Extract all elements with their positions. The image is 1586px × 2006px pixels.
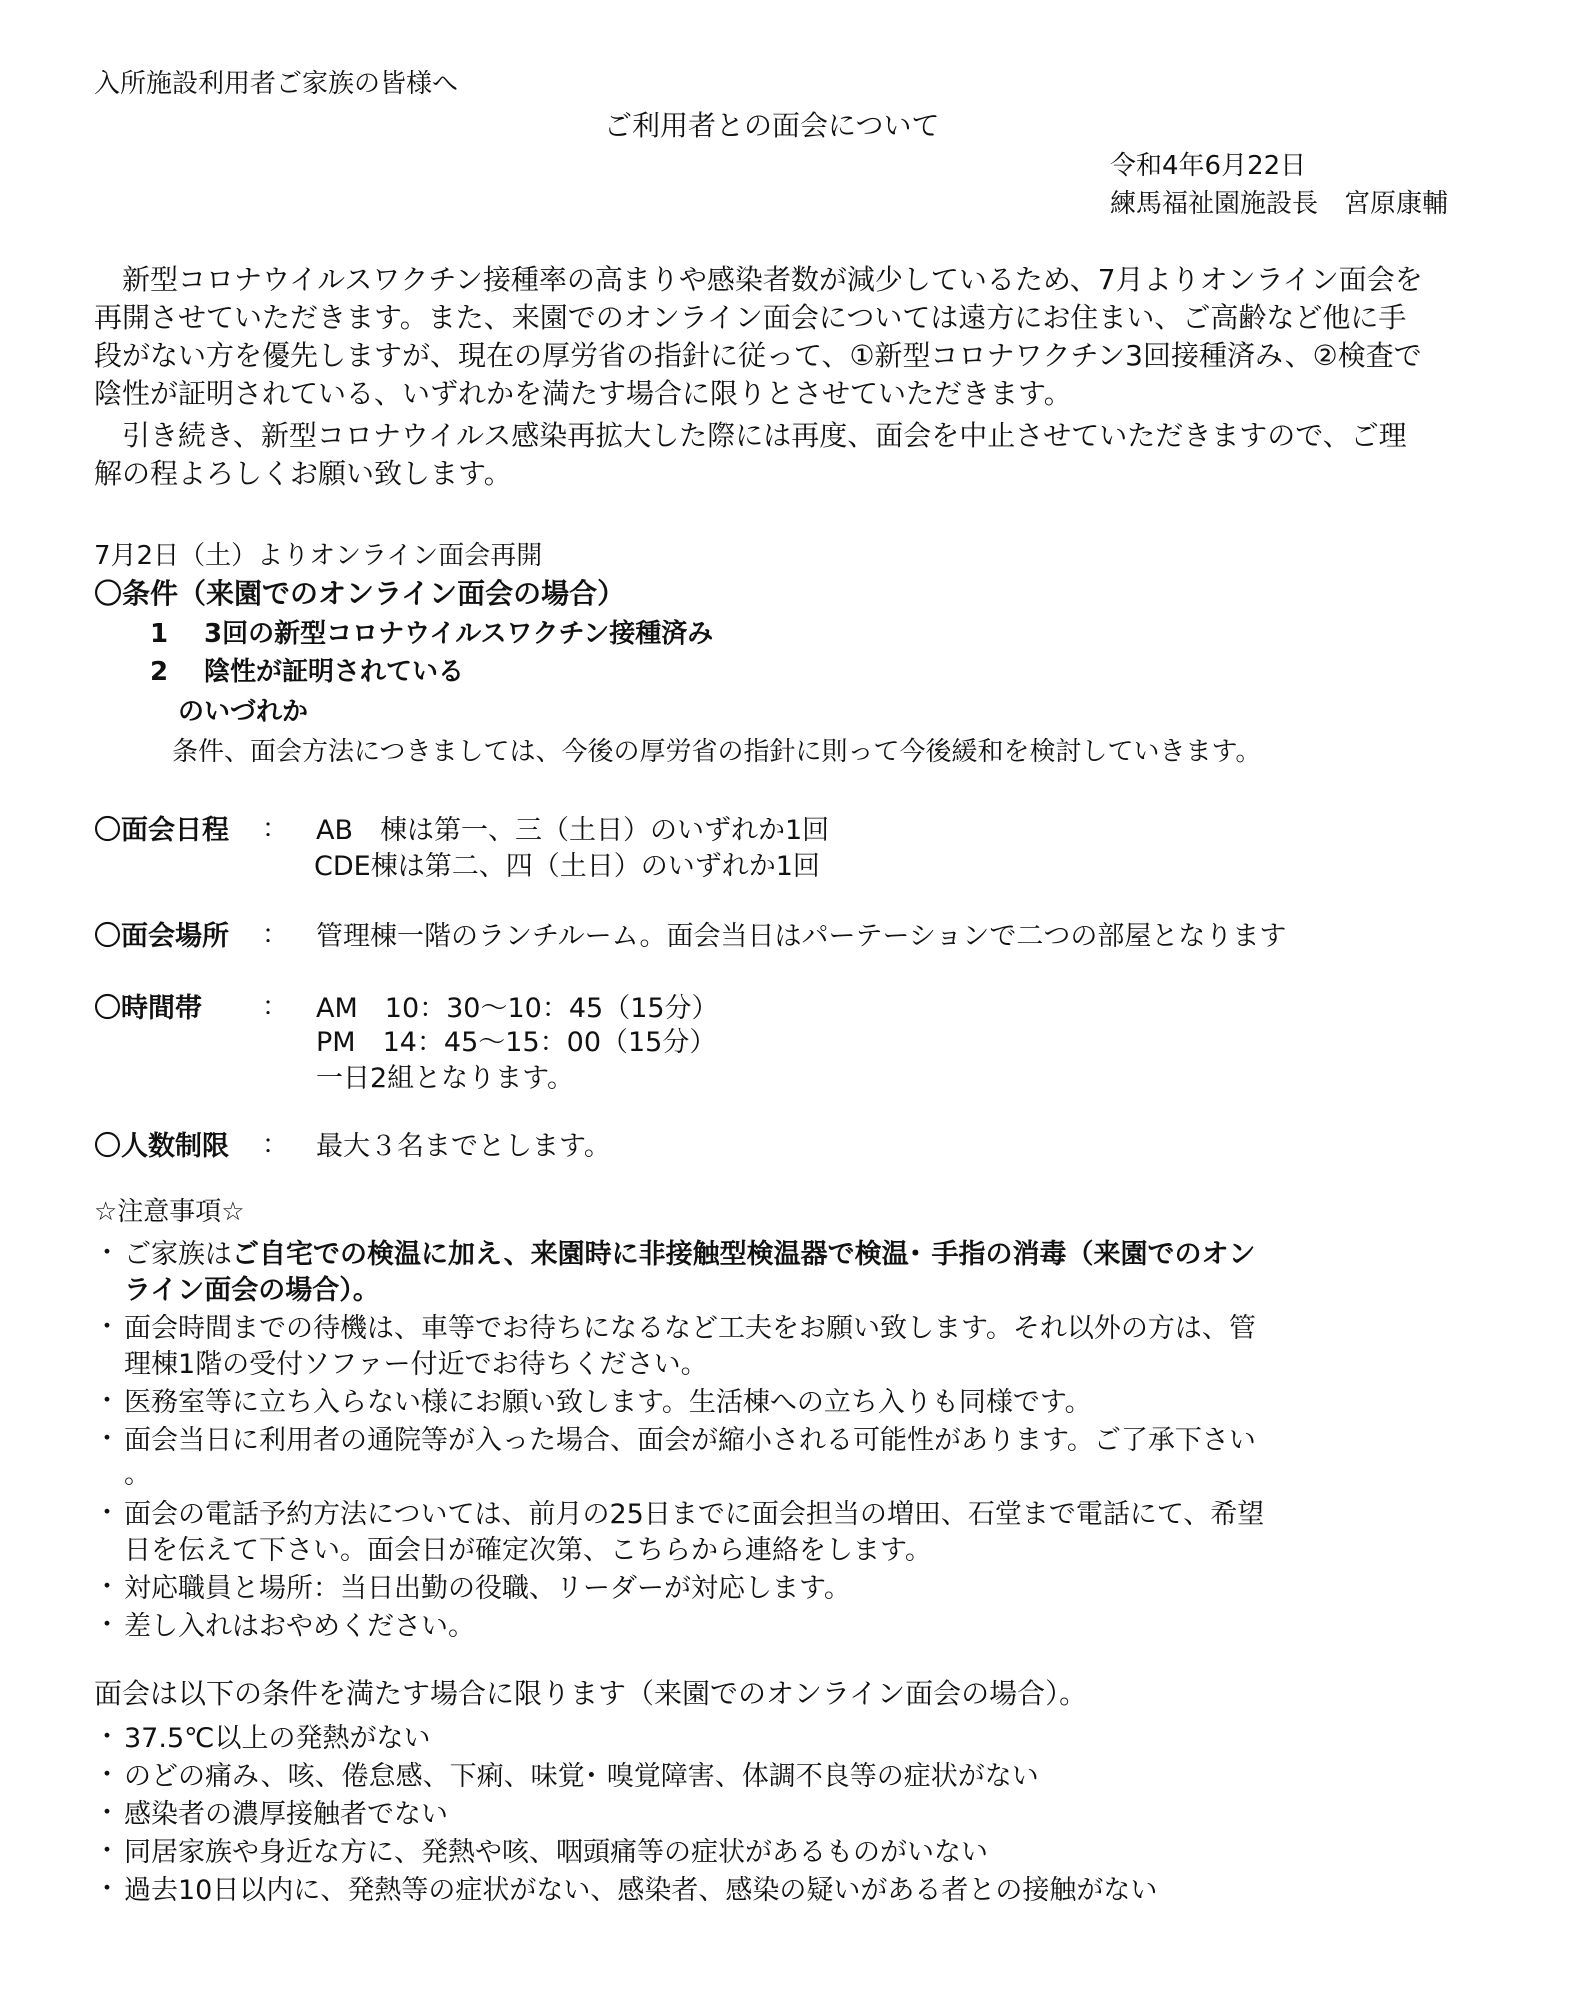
time-line2: PM 14：45～15：00（15分） bbox=[316, 1027, 717, 1058]
note-1-emphasis: ご自宅での検温に加え、来園時に非接触型検温器で検温･ 手指の消毒（来園でのオン bbox=[232, 1239, 1256, 1270]
note-1-bullet: ・ bbox=[94, 1238, 121, 1268]
requirement-4-bullet: ・ bbox=[94, 1836, 121, 1866]
note-5-line2: 日を伝えて下さい。面会日が確定次第、こちらから連絡をします。 bbox=[124, 1535, 932, 1566]
intro-p2-line1: 引き続き、新型コロナウイルス感染再拡大した際には再度、面会を中止させていただきますので、ご理 bbox=[122, 419, 1407, 452]
note-4-line1: 面会当日に利用者の通院等が入った場合、面会が縮小される可能性があります。ご了承下さい bbox=[124, 1425, 1256, 1456]
resume-heading: 7月2日（土）よりオンライン面会再開 bbox=[94, 541, 543, 571]
author: 練馬福祉園施設長 宮原康輔 bbox=[1110, 189, 1449, 219]
note-1-line1 bbox=[124, 1232, 1256, 1271]
time-label: 〇時間帯 bbox=[94, 993, 202, 1024]
note-4-line2: 。 bbox=[124, 1459, 151, 1490]
note-7: 差し入れはおやめください。 bbox=[124, 1611, 475, 1642]
schedule-colon: ： bbox=[262, 814, 289, 844]
intro-p1-line2: 再開させていただきます。また、来園でのオンライン面会については遠方にお住まい、ご高齢など他に手 bbox=[94, 301, 1407, 334]
note-2-line2: 理棟1階の受付ソファー付近でお待ちください。 bbox=[124, 1349, 708, 1380]
note-7-bullet: ・ bbox=[94, 1610, 121, 1640]
condition-2-number: 2 bbox=[150, 657, 169, 687]
requirements-heading: 面会は以下の条件を満たす場合に限ります（来園でのオンライン面会の場合）。 bbox=[94, 1677, 1088, 1710]
note-1-prefix: ご家族は bbox=[124, 1239, 232, 1270]
intro-p1-line3: 段がない方を優先しますが、現在の厚労省の指針に従って、①新型コロナワクチン3回接種済み、②検査で bbox=[94, 339, 1422, 372]
intro-p1-line4: 陰性が証明されている、いずれかを満たす場合に限りとさせていただきます。 bbox=[94, 377, 1072, 410]
note-5-bullet: ・ bbox=[94, 1498, 121, 1528]
limit-colon: ： bbox=[262, 1130, 289, 1160]
place-label: 〇面会場所 bbox=[94, 921, 229, 952]
note-2-line1: 面会時間までの待機は、車等でお待ちになるなど工夫をお願い致します。それ以外の方は、管 bbox=[124, 1313, 1256, 1344]
requirement-5: 過去10日以内に、発熱等の症状がない、感染者、感染の疑いがある者との接触がない bbox=[124, 1875, 1158, 1906]
note-3-bullet: ・ bbox=[94, 1386, 121, 1416]
note-4-bullet: ・ bbox=[94, 1424, 121, 1454]
issue-date: 令和4年6月22日 bbox=[1110, 151, 1307, 181]
schedule-line1: AB 棟は第一、三（土日）のいずれか1回 bbox=[316, 815, 830, 846]
requirement-2: のどの痛み、咳、倦怠感、下痢、味覚･ 嗅覚障害、体調不良等の症状がない bbox=[124, 1761, 1039, 1792]
intro-p2-line2: 解の程よろしくお願い致します。 bbox=[94, 457, 512, 490]
condition-note: 条件、面会方法につきましては、今後の厚労省の指針に則って今後緩和を検討していきます。 bbox=[172, 737, 1262, 767]
condition-2: 陰性が証明されている bbox=[204, 657, 465, 687]
schedule-line2: CDE棟は第二、四（土日）のいずれか1回 bbox=[314, 851, 820, 882]
requirement-1-bullet: ・ bbox=[94, 1722, 121, 1752]
limit-value: 最大３名までとします。 bbox=[316, 1131, 611, 1162]
requirement-4: 同居家族や身近な方に、発熱や咳、咽頭痛等の症状があるものがいない bbox=[124, 1837, 988, 1868]
requirement-3-bullet: ・ bbox=[94, 1798, 121, 1828]
condition-1-number: 1 bbox=[150, 619, 169, 649]
note-3: 医務室等に立ち入らない様にお願い致します。生活棟への立ち入りも同様です。 bbox=[124, 1387, 1092, 1418]
place-colon: ： bbox=[262, 920, 289, 950]
limit-label: 〇人数制限 bbox=[94, 1131, 229, 1162]
notes-heading: ☆注意事項☆ bbox=[94, 1197, 245, 1227]
note-6-bullet: ・ bbox=[94, 1572, 121, 1602]
condition-either: のいづれか bbox=[178, 697, 309, 727]
condition-heading: 〇条件（来園でのオンライン面会の場合） bbox=[94, 577, 626, 610]
schedule-label: 〇面会日程 bbox=[94, 815, 229, 846]
place-value: 管理棟一階のランチルーム。面会当日はパーテーションで二つの部屋となります bbox=[316, 921, 1287, 952]
requirement-1: 37.5℃以上の発熱がない bbox=[124, 1723, 431, 1754]
note-1-line2: ライン面会の場合）。 bbox=[124, 1275, 380, 1306]
note-5-line1: 面会の電話予約方法については、前月の25日までに面会担当の増田、石堂まで電話にて、希望 bbox=[124, 1499, 1265, 1530]
time-colon: ： bbox=[262, 992, 289, 1022]
requirement-5-bullet: ・ bbox=[94, 1874, 121, 1904]
condition-1: 3回の新型コロナウイルスワクチン接種済み bbox=[204, 619, 714, 649]
time-line3: 一日2組となります。 bbox=[316, 1063, 575, 1094]
time-line1: AM 10：30～10：45（15分） bbox=[316, 993, 719, 1024]
document-title: ご利用者との面会について bbox=[604, 109, 940, 142]
requirement-3: 感染者の濃厚接触者でない bbox=[124, 1799, 448, 1830]
note-6: 対応職員と場所：当日出勤の役職、リーダーが対応します。 bbox=[124, 1573, 851, 1604]
note-2-bullet: ・ bbox=[94, 1312, 121, 1342]
addressee: 入所施設利用者ご家族の皆様へ bbox=[94, 69, 459, 99]
requirement-2-bullet: ・ bbox=[94, 1760, 121, 1790]
intro-p1-line1: 新型コロナウイルスワクチン接種率の高まりや感染者数が減少しているため、7月よりオンライン面会を bbox=[122, 263, 1423, 296]
